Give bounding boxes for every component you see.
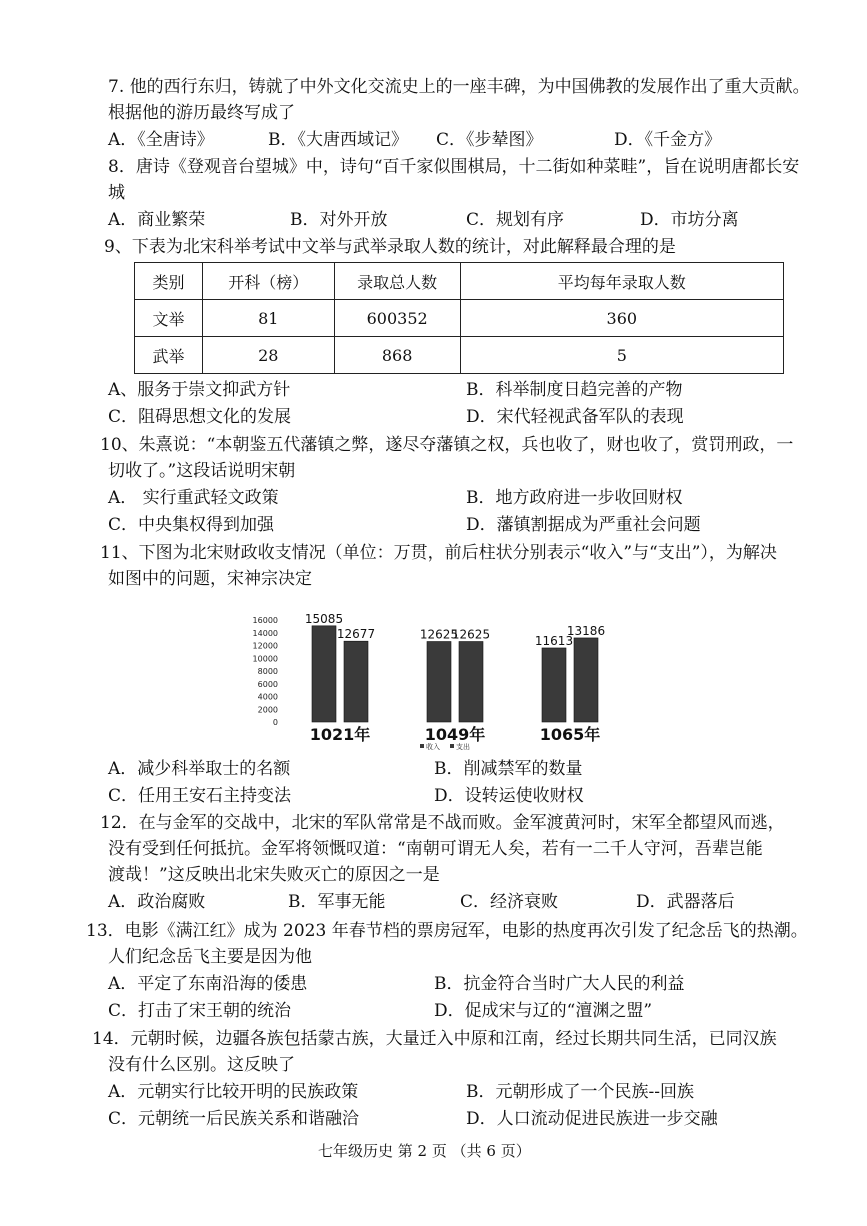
legend-swatch <box>450 744 454 748</box>
table-cell: 868 <box>334 337 460 374</box>
q9-option-a: A、服务于崇文抑武方针 <box>108 380 291 400</box>
bar-value-label: 15085 <box>304 611 344 626</box>
q14-stem-line1: 14．元朝时候，边疆各族包括蒙古族，大量迁入中原和江南，经过长期共同生活，已同汉族 <box>92 1029 777 1049</box>
table-cell: 28 <box>202 337 334 374</box>
category-label: 1049年 <box>424 725 486 744</box>
q13-stem-line1: 13．电影《满江红》成为 2023 年春节档的票房冠军，电影的热度再次引发了纪念岳飞的热潮。 <box>86 921 808 941</box>
q7-option-c: C．《步辇图》 <box>436 130 543 150</box>
q11-stem-line2: 如图中的问题，宋神宗决定 <box>108 569 312 589</box>
y-tick-label: 10000 <box>252 654 278 664</box>
q8-option-a: A．商业繁荣 <box>108 210 206 230</box>
bar-value-label: 13186 <box>566 623 606 638</box>
q7-stem-line1: 7. 他的西行东归，铸就了中外文化交流史上的一座丰碑，为中国佛教的发展作出了重大贡献。 <box>108 77 810 97</box>
table-row <box>135 300 784 337</box>
q7-option-d: D．《千金方》 <box>614 130 722 150</box>
bar-value-label: 12677 <box>336 627 376 642</box>
table-cell: 文举 <box>135 300 203 337</box>
q8-option-d: D．市坊分离 <box>640 210 739 230</box>
table-cell: 360 <box>460 300 783 337</box>
bar-支出 <box>459 642 483 722</box>
bar-支出 <box>574 638 598 722</box>
q9-option-c: C．阻碍思想文化的发展 <box>108 407 292 427</box>
category-label: 1065年 <box>539 725 601 744</box>
q12-option-a: A．政治腐败 <box>108 892 206 912</box>
q8-stem-line1: 8．唐诗《登观音台望城》中，诗句“百千家似围棋局，十二街如种菜畦”，旨在说明唐都长安 <box>108 157 800 177</box>
q7-option-a: A．《全唐诗》 <box>108 130 214 150</box>
q14-option-b: B．元朝形成了一个民族--回族 <box>466 1082 694 1102</box>
q10-stem-line1: 10、朱熹说：“本朝鉴五代藩镇之弊，遂尽夺藩镇之权，兵也收了，财也收了，赏罚刑政，一 <box>100 435 794 455</box>
legend-swatch <box>420 744 424 748</box>
q10-option-a: A． 实行重武轻文政策 <box>108 488 279 508</box>
bar-支出 <box>344 641 368 722</box>
q8-option-c: C．规划有序 <box>466 210 565 230</box>
q14-option-c: C．元朝统一后民族关系和谐融洽 <box>108 1109 360 1129</box>
bar-收入 <box>312 626 336 722</box>
y-tick-label: 6000 <box>257 679 278 689</box>
q14-stem-line2: 没有什么区别。这反映了 <box>108 1055 295 1075</box>
bar-value-label: 12625 <box>451 627 491 642</box>
q11-option-b: B．削减禁军的数量 <box>434 759 583 779</box>
q12-option-c: C．经济衰败 <box>460 892 559 912</box>
q11-option-d: D．设转运使收财权 <box>434 786 584 806</box>
q11-option-c: C．任用王安石主持变法 <box>108 786 292 806</box>
y-tick-label: 14000 <box>252 628 278 638</box>
q12-stem-line2: 没有受到任何抵抗。金军将领慨叹道：“南朝可谓无人矣，若有一二千人守河，吾辈岂能 <box>108 839 763 859</box>
q14-option-d: D．人口流动促进民族进一步交融 <box>466 1109 718 1129</box>
q9-stem-line1: 9、下表为北宋科举考试中文举与武举录取人数的统计，对此解释最合理的是 <box>104 237 676 257</box>
q12-stem-line3: 渡哉！”这反映出北宋失败灭亡的原因之一是 <box>108 865 440 885</box>
table-header-cell: 平均每年录取人数 <box>460 263 783 300</box>
table-header-cell: 录取总人数 <box>334 263 460 300</box>
q12-stem-line1: 12．在与金军的交战中，北宋的军队常常是不战而败。金军渡黄河时，宋军全都望风而逃， <box>100 813 785 833</box>
table-header-cell: 开科（榜） <box>202 263 334 300</box>
y-tick-label: 8000 <box>257 667 278 676</box>
q9-option-d: D．宋代轻视武备军队的表现 <box>466 407 684 427</box>
q13-stem-line2: 人们纪念岳飞主要是因为他 <box>108 947 312 967</box>
legend-label: 收入 <box>426 743 440 751</box>
q11-option-a: A．减少科举取士的名额 <box>108 759 291 779</box>
table-row <box>135 337 784 374</box>
table-cell: 5 <box>460 337 783 374</box>
legend-label: 支出 <box>456 743 470 751</box>
q13-option-a: A．平定了东南沿海的倭患 <box>108 974 308 994</box>
q9-data-table <box>134 262 784 374</box>
table-cell: 600352 <box>334 300 460 337</box>
q12-option-d: D．武器落后 <box>636 892 735 912</box>
table-cell: 武举 <box>135 337 203 374</box>
q12-option-b: B．军事无能 <box>288 892 386 912</box>
q13-option-b: B．抗金符合当时广大人民的利益 <box>434 974 685 994</box>
q9-option-b: B．科举制度日趋完善的产物 <box>466 380 683 400</box>
q7-stem-line2: 根据他的游历最终写成了 <box>108 103 295 123</box>
table-header-cell: 类别 <box>135 263 203 300</box>
bar-收入 <box>542 648 566 722</box>
q10-option-c: C．中央集权得到加强 <box>108 515 275 535</box>
y-tick-label: 0 <box>272 718 278 727</box>
q13-option-d: D．促成宋与辽的“澶渊之盟” <box>434 1001 653 1021</box>
y-tick-label: 2000 <box>257 705 278 715</box>
q10-stem-line2: 切收了。”这段话说明宋朝 <box>108 461 296 481</box>
y-tick-label: 16000 <box>252 616 278 625</box>
q8-option-b: B．对外开放 <box>290 210 388 230</box>
y-tick-label: 4000 <box>257 692 278 702</box>
bar-value-label: 11613 <box>534 633 574 648</box>
table-cell: 81 <box>202 300 334 337</box>
bar-收入 <box>427 642 451 722</box>
q7-option-b: B．《大唐西域记》 <box>268 130 408 150</box>
q10-option-b: B．地方政府进一步收回财权 <box>466 488 683 508</box>
q8-stem-line2: 城 <box>108 183 125 203</box>
q14-option-a: A．元朝实行比较开明的民族政策 <box>108 1082 359 1102</box>
q10-option-d: D．藩镇割据成为严重社会问题 <box>466 515 701 535</box>
category-label: 1021年 <box>309 725 371 744</box>
table-header-row <box>135 263 784 300</box>
q13-option-c: C．打击了宋王朝的统治 <box>108 1001 292 1021</box>
q11-stem-line1: 11、下图为北宋财政收支情况（单位：万贯，前后柱状分别表示“收入”与“支出”），为解决 <box>100 543 777 563</box>
bar-value-label: 12625 <box>419 627 459 642</box>
page-footer: 七年级历史 第 2 页 （共 6 页） <box>318 1142 531 1160</box>
y-tick-label: 12000 <box>252 641 278 651</box>
q11-bar-chart <box>242 606 652 756</box>
